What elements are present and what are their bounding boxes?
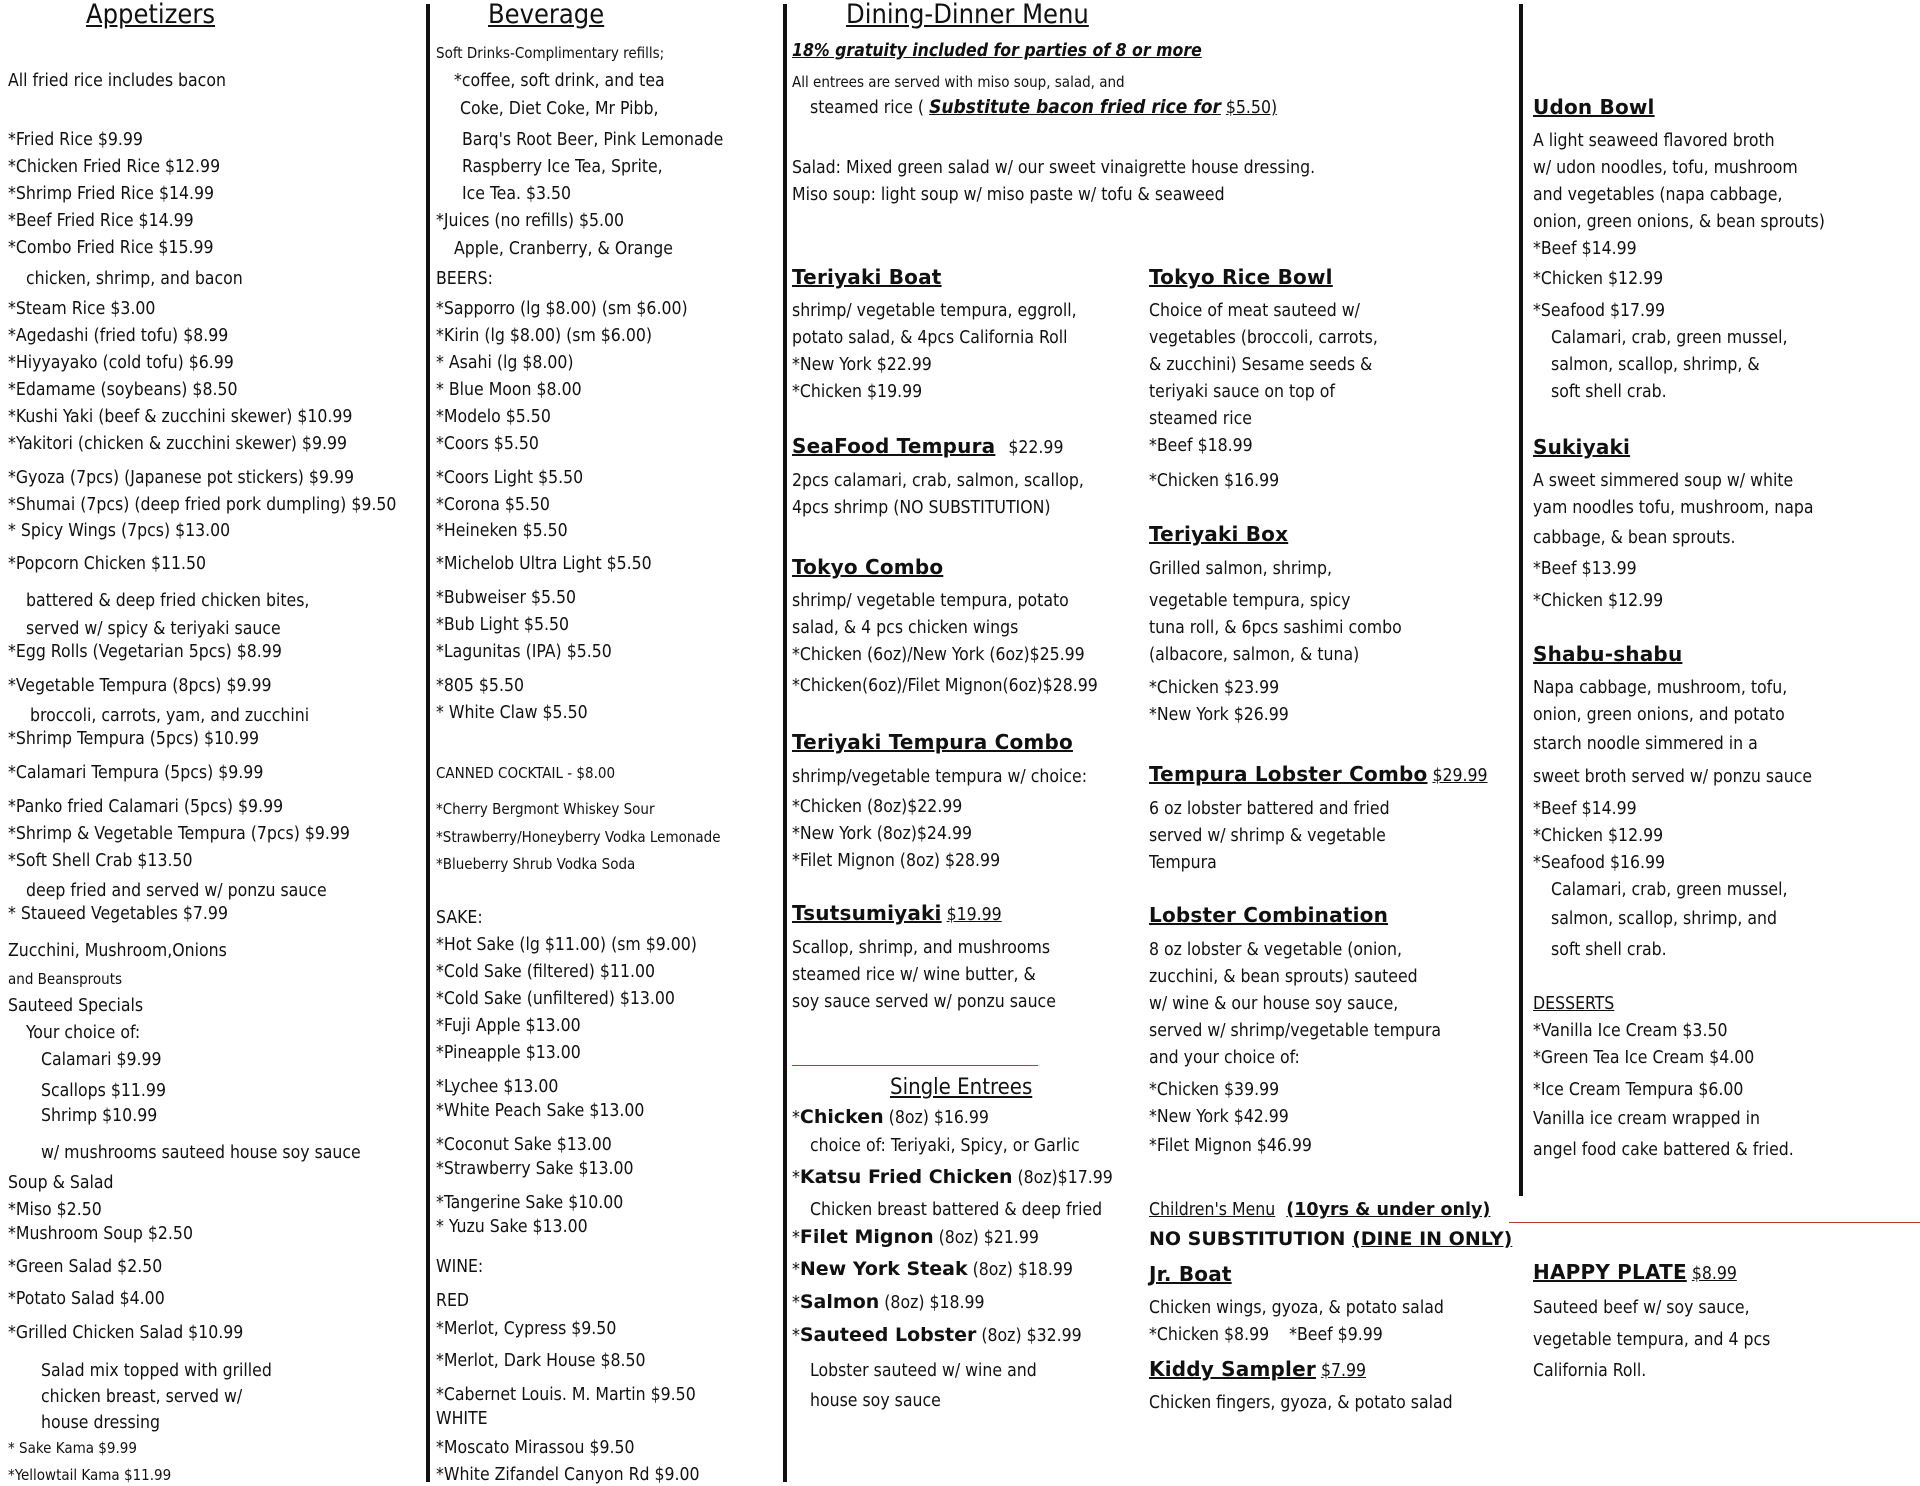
menu-line: cabbage, & bean sprouts.: [1533, 528, 1736, 548]
menu-line: *Filet Mignon $46.99: [1149, 1136, 1312, 1156]
menu-line: and your choice of:: [1149, 1048, 1300, 1068]
menu-line: Napa cabbage, mushroom, tofu,: [1533, 678, 1788, 698]
menu-line: salmon, scallop, shrimp, and: [1551, 909, 1778, 929]
single-entree-item: [792, 1106, 989, 1129]
menu-line: *New York (8oz)$24.99: [792, 824, 972, 844]
menu-line: *Cherry Bergmont Whiskey Sour: [436, 800, 655, 818]
menu-line: *Beef $14.99: [1533, 799, 1637, 819]
menu-line: and vegetables (napa cabbage,: [1533, 185, 1783, 205]
menu-line: *Chicken (8oz)$22.99: [792, 797, 963, 817]
menu-line: *Moscato Mirassou $9.50: [436, 1438, 635, 1458]
menu-line: shrimp/ vegetable tempura, potato: [792, 591, 1069, 611]
menu-line: *Panko fried Calamari (5pcs) $9.99: [8, 797, 284, 817]
menu-line: *Beef $13.99: [1533, 559, 1637, 579]
menu-line: California Roll.: [1533, 1361, 1647, 1381]
kiddy-sampler-price: $7.99: [1320, 1361, 1366, 1381]
single-entree-item: [792, 1166, 1113, 1189]
menu-line: tuna roll, & 6pcs sashimi combo: [1149, 618, 1402, 638]
menu-line: *Strawberry Sake $13.00: [436, 1159, 634, 1179]
red-divider: [792, 1065, 1038, 1066]
menu-line: *Shrimp Fried Rice $14.99: [8, 184, 215, 204]
menu-line: *Beef $14.99: [1533, 239, 1637, 259]
section-teriyaki-tempura-combo: Teriyaki Tempura Combo: [792, 730, 1073, 754]
menu-line: starch noodle simmered in a: [1533, 734, 1758, 754]
dinner-title: Dining-Dinner Menu: [846, 0, 1089, 30]
column-divider-3: [1519, 4, 1523, 1196]
star: *: [792, 1293, 800, 1313]
menu-line: * Spicy Wings (7pcs) $13.00: [8, 521, 231, 541]
menu-line: battered & deep fried chicken bites,: [26, 591, 310, 611]
menu-line: Soft Drinks-Complimentary refills;: [436, 44, 665, 62]
menu-line: RED: [436, 1291, 470, 1311]
menu-line: *Coors $5.50: [436, 434, 539, 454]
menu-line: SAKE:: [436, 908, 483, 928]
star: *: [792, 1228, 800, 1248]
menu-line: w/ wine & our house soy sauce,: [1149, 994, 1399, 1014]
menu-line: *Chicken $39.99: [1149, 1080, 1280, 1100]
menu-line: house soy sauce: [810, 1391, 941, 1411]
menu-line: chicken breast, served w/: [41, 1387, 243, 1407]
menu-line: BEERS:: [436, 269, 493, 289]
menu-line: zucchini, & bean sprouts) sauteed: [1149, 967, 1418, 987]
menu-line: *New York $42.99: [1149, 1107, 1289, 1127]
menu-line: vegetables (broccoli, carrots,: [1149, 328, 1378, 348]
section-shabu-shabu: Shabu-shabu: [1533, 642, 1683, 666]
menu-line: *Calamari Tempura (5pcs) $9.99: [8, 763, 264, 783]
menu-line: *coffee, soft drink, and tea: [454, 71, 665, 91]
menu-line: *805 $5.50: [436, 676, 524, 696]
salad-note: Salad: Mixed green salad w/ our sweet vinaigrette house dressing.: [792, 158, 1316, 178]
miso-note: Miso soup: light soup w/ miso paste w/ tofu & seaweed: [792, 185, 1225, 205]
menu-line: All fried rice includes bacon: [8, 71, 226, 91]
section-teriyaki-box: Teriyaki Box: [1149, 522, 1289, 546]
star: *: [792, 1108, 800, 1128]
menu-line: *Tangerine Sake $10.00: [436, 1193, 624, 1213]
menu-line: broccoli, carrots, yam, and zucchini: [30, 706, 310, 726]
section-udon-bowl: Udon Bowl: [1533, 95, 1655, 119]
menu-line: *Chicken $19.99: [792, 382, 923, 402]
menu-line: *Edamame (soybeans) $8.50: [8, 380, 238, 400]
entree-rest: (8oz) $18.99: [879, 1293, 985, 1313]
menu-line: *Vanilla Ice Cream $3.50: [1533, 1021, 1728, 1041]
menu-line: *Merlot, Cypress $9.50: [436, 1319, 617, 1339]
menu-line: *Combo Fried Rice $15.99: [8, 238, 214, 258]
section-teriyaki-boat: Teriyaki Boat: [792, 265, 942, 289]
entree-name: Chicken: [799, 1106, 884, 1128]
appetizers-title: Appetizers: [86, 0, 216, 30]
menu-line: *Fuji Apple $13.00: [436, 1016, 581, 1036]
menu-line: *Beef $18.99: [1149, 436, 1253, 456]
entree-name: Sauteed Lobster: [799, 1324, 977, 1346]
menu-line: chicken, shrimp, and bacon: [26, 269, 243, 289]
section-tokyo-rice-bowl: Tokyo Rice Bowl: [1149, 265, 1333, 289]
menu-line: *Green Salad $2.50: [8, 1257, 163, 1277]
menu-line: vegetable tempura, and 4 pcs: [1533, 1330, 1771, 1350]
gratuity-note: 18% gratuity included for parties of 8 or more: [792, 41, 1202, 61]
menu-line: *Miso $2.50: [8, 1200, 102, 1220]
menu-line: *Chicken (6oz)/New York (6oz)$25.99: [792, 645, 1085, 665]
section-happy-plate: [1533, 1261, 1737, 1285]
menu-line: Calamari, crab, green mussel,: [1551, 880, 1788, 900]
menu-line: *New York $22.99: [792, 355, 932, 375]
menu-line: teriyaki sauce on top of: [1149, 382, 1335, 402]
kiddy-sampler-name: Kiddy Sampler: [1149, 1357, 1316, 1381]
menu-line: Lobster sauteed w/ wine and: [810, 1361, 1037, 1381]
section-jr-boat: Jr. Boat: [1149, 1262, 1232, 1286]
entree-rest: (8oz) $18.99: [967, 1260, 1073, 1280]
menu-line: *Coors Light $5.50: [436, 468, 584, 488]
menu-line: angel food cake battered & fried.: [1533, 1140, 1794, 1160]
menu-line: *Grilled Chicken Salad $10.99: [8, 1323, 244, 1343]
entree-rest: (8oz) $21.99: [933, 1228, 1039, 1248]
menu-line: 4pcs shrimp (NO SUBSTITUTION): [792, 498, 1051, 518]
single-entree-item: [792, 1226, 1039, 1249]
menu-line: steamed rice w/ wine butter, &: [792, 965, 1036, 985]
menu-line: *Strawberry/Honeyberry Vodka Lemonade: [436, 828, 721, 846]
menu-line: 8 oz lobster & vegetable (onion,: [1149, 940, 1403, 960]
dine-in-only: (DINE IN ONLY): [1352, 1228, 1513, 1250]
menu-line: soft shell crab.: [1551, 382, 1667, 402]
served-with-note: All entrees are served with miso soup, salad, and: [792, 73, 1125, 91]
menu-line: 2pcs calamari, crab, salmon, scallop,: [792, 471, 1084, 491]
menu-line: house dressing: [41, 1413, 161, 1433]
single-entrees-title: Single Entrees: [890, 1075, 1033, 1100]
childrens-menu-title: Children's Menu: [1149, 1200, 1276, 1220]
menu-line: *Vegetable Tempura (8pcs) $9.99: [8, 676, 272, 696]
menu-line: Vanilla ice cream wrapped in: [1533, 1109, 1760, 1129]
happy-plate-name: HAPPY PLATE: [1533, 1260, 1687, 1284]
substitute-price: $5.50): [1225, 98, 1278, 118]
section-kiddy-sampler: [1149, 1358, 1366, 1382]
star: *: [792, 1260, 800, 1280]
rice-note-text: steamed rice (: [810, 98, 925, 118]
menu-line: *Merlot, Dark House $8.50: [436, 1351, 646, 1371]
menu-line: served w/ spicy & teriyaki sauce: [26, 619, 281, 639]
section-tokyo-combo: Tokyo Combo: [792, 555, 944, 579]
menu-line: *Modelo $5.50: [436, 407, 551, 427]
menu-line: *Filet Mignon (8oz) $28.99: [792, 851, 1001, 871]
menu-line: *Soft Shell Crab $13.50: [8, 851, 193, 871]
menu-line: Calamari, crab, green mussel,: [1551, 328, 1788, 348]
menu-line: Coke, Diet Coke, Mr Pibb,: [460, 99, 659, 119]
single-entree-item: [792, 1258, 1073, 1281]
menu-line: *Chicken $12.99: [1533, 269, 1664, 289]
menu-line: w/ mushrooms sauteed house soy sauce: [41, 1143, 361, 1163]
menu-line: A light seaweed flavored broth: [1533, 131, 1775, 151]
section-tempura-lobster-combo: [1149, 763, 1488, 787]
menu-line: steamed rice: [1149, 409, 1252, 429]
menu-line: *Seafood $17.99: [1533, 301, 1666, 321]
menu-line: yam noodles tofu, mushroom, napa: [1533, 498, 1814, 518]
entree-rest: (8oz) $16.99: [883, 1108, 989, 1128]
menu-line: *Shrimp & Vegetable Tempura (7pcs) $9.99: [8, 824, 350, 844]
menu-line: *Hot Sake (lg $11.00) (sm $9.00): [436, 935, 697, 955]
menu-line: *Steam Rice $3.00: [8, 299, 156, 319]
menu-line: *Lychee $13.00: [436, 1077, 559, 1097]
tsutsumiyaki-price: $19.99: [946, 905, 1002, 925]
menu-line: *Green Tea Ice Cream $4.00: [1533, 1048, 1755, 1068]
single-entree-item: [792, 1324, 1082, 1347]
menu-line: Chicken fingers, gyoza, & potato salad: [1149, 1393, 1453, 1413]
menu-line: WINE:: [436, 1257, 484, 1277]
menu-line: *Coconut Sake $13.00: [436, 1135, 612, 1155]
menu-line: Raspberry Ice Tea, Sprite,: [462, 157, 663, 177]
menu-line: *Popcorn Chicken $11.50: [8, 554, 207, 574]
menu-line: *Beef Fried Rice $14.99: [8, 211, 194, 231]
menu-line: (albacore, salmon, & tuna): [1149, 645, 1360, 665]
menu-line: WHITE: [436, 1409, 488, 1429]
menu-line: Ice Tea. $3.50: [462, 184, 572, 204]
menu-line: *Agedashi (fried tofu) $8.99: [8, 326, 229, 346]
menu-line: *Shumai (7pcs) (deep fried pork dumpling) $9.50: [8, 495, 397, 515]
menu-line: Zucchini, Mushroom,Onions: [8, 941, 227, 961]
menu-line: * Yuzu Sake $13.00: [436, 1217, 588, 1237]
menu-line: * Asahi (lg $8.00): [436, 353, 574, 373]
menu-line: soft shell crab.: [1551, 940, 1667, 960]
menu-line: served w/ shrimp & vegetable: [1149, 826, 1386, 846]
menu-line: Sauteed Specials: [8, 996, 144, 1016]
menu-line: *Mushroom Soup $2.50: [8, 1224, 193, 1244]
entree-name: Filet Mignon: [799, 1226, 934, 1248]
substitute-note: Substitute bacon fried rice for: [929, 96, 1221, 118]
menu-line: Soup & Salad: [8, 1173, 114, 1193]
menu-line: *Lagunitas (IPA) $5.50: [436, 642, 612, 662]
desserts-title: DESSERTS: [1533, 994, 1615, 1014]
menu-line: sweet broth served w/ ponzu sauce: [1533, 767, 1813, 787]
menu-line: Apple, Cranberry, & Orange: [454, 239, 673, 259]
menu-line: *Sapporro (lg $8.00) (sm $6.00): [436, 299, 688, 319]
menu-line: 6 oz lobster battered and fried: [1149, 799, 1390, 819]
menu-line: Scallop, shrimp, and mushrooms: [792, 938, 1051, 958]
menu-line: *Kirin (lg $8.00) (sm $6.00): [436, 326, 652, 346]
menu-line: Sauteed beef w/ soy sauce,: [1533, 1298, 1750, 1318]
menu-line: *Heineken $5.50: [436, 521, 568, 541]
menu-line: *Michelob Ultra Light $5.50: [436, 554, 652, 574]
menu-line: *New York $26.99: [1149, 705, 1289, 725]
menu-line: *Kushi Yaki (beef & zucchini skewer) $10.99: [8, 407, 353, 427]
menu-line: * Staueed Vegetables $7.99: [8, 904, 228, 924]
menu-line: onion, green onions, & bean sprouts): [1533, 212, 1825, 232]
star: *: [792, 1326, 800, 1346]
tsutsumiyaki-name: Tsutsumiyaki: [792, 901, 942, 925]
menu-line: & zucchini) Sesame seeds &: [1149, 355, 1373, 375]
seafood-tempura-name: SeaFood Tempura: [792, 434, 996, 458]
menu-line: *Chicken $16.99: [1149, 471, 1280, 491]
menu-line: Scallops $11.99: [41, 1081, 166, 1101]
menu-line: *Egg Rolls (Vegetarian 5pcs) $8.99: [8, 642, 282, 662]
menu-line: salad, & 4 pcs chicken wings: [792, 618, 1019, 638]
menu-line: *Corona $5.50: [436, 495, 550, 515]
menu-line: *Chicken $8.99 *Beef $9.99: [1149, 1325, 1383, 1345]
menu-line: shrimp/vegetable tempura w/ choice:: [792, 767, 1088, 787]
menu-line: CANNED COCKTAIL - $8.00: [436, 764, 616, 782]
menu-line: Shrimp $10.99: [41, 1106, 158, 1126]
no-substitution-note: [1149, 1228, 1512, 1250]
menu-line: *Yakitori (chicken & zucchini skewer) $9.99: [8, 434, 347, 454]
menu-line: * Blue Moon $8.00: [436, 380, 582, 400]
menu-line: choice of: Teriyaki, Spicy, or Garlic: [810, 1136, 1080, 1156]
star: *: [792, 1168, 800, 1188]
menu-line: Tempura: [1149, 853, 1217, 873]
menu-line: Calamari $9.99: [41, 1050, 162, 1070]
menu-line: *Juices (no refills) $5.00: [436, 211, 625, 231]
menu-line: w/ udon noodles, tofu, mushroom: [1533, 158, 1798, 178]
menu-line: Choice of meat sauteed w/: [1149, 301, 1360, 321]
menu-line: deep fried and served w/ ponzu sauce: [26, 881, 327, 901]
menu-line: onion, green onions, and potato: [1533, 705, 1785, 725]
menu-line: *Chicken $12.99: [1533, 826, 1664, 846]
tempura-lobster-combo-price: $29.99: [1432, 766, 1488, 786]
menu-line: potato salad, & 4pcs California Roll: [792, 328, 1068, 348]
menu-line: *Ice Cream Tempura $6.00: [1533, 1080, 1744, 1100]
happy-plate-price: $8.99: [1691, 1264, 1737, 1284]
entree-name: Katsu Fried Chicken: [799, 1166, 1013, 1188]
menu-line: *Gyoza (7pcs) (Japanese pot stickers) $9.99: [8, 468, 354, 488]
menu-line: *White Zifandel Canyon Rd $9.00: [436, 1465, 700, 1485]
section-lobster-combination: Lobster Combination: [1149, 903, 1389, 927]
childrens-menu-age: (10yrs & under only): [1286, 1200, 1491, 1220]
column-divider-2: [783, 4, 787, 1482]
menu-line: Chicken wings, gyoza, & potato salad: [1149, 1298, 1444, 1318]
section-tsutsumiyaki: [792, 902, 1002, 926]
menu-line: Your choice of:: [26, 1023, 141, 1043]
menu-line: soy sauce served w/ ponzu sauce: [792, 992, 1056, 1012]
tempura-lobster-combo-name: Tempura Lobster Combo: [1149, 762, 1428, 786]
menu-line: *Yellowtail Kama $11.99: [8, 1466, 172, 1484]
menu-line: Grilled salmon, shrimp,: [1149, 559, 1333, 579]
menu-line: *Cold Sake (filtered) $11.00: [436, 962, 655, 982]
red-divider: [1509, 1222, 1920, 1223]
menu-line: served w/ shrimp/vegetable tempura: [1149, 1021, 1442, 1041]
rice-note: [810, 96, 1277, 119]
no-substitution: NO SUBSTITUTION: [1149, 1228, 1346, 1250]
menu-line: vegetable tempura, spicy: [1149, 591, 1351, 611]
column-divider-1: [426, 4, 430, 1482]
section-sukiyaki: Sukiyaki: [1533, 435, 1631, 459]
menu-line: *Chicken Fried Rice $12.99: [8, 157, 221, 177]
section-seafood-tempura: [792, 435, 1063, 459]
menu-line: *Chicken(6oz)/Filet Mignon(6oz)$28.99: [792, 676, 1098, 696]
menu-line: * White Claw $5.50: [436, 703, 588, 723]
entree-name: Salmon: [799, 1291, 880, 1313]
menu-line: Chicken breast battered & deep fried: [810, 1200, 1103, 1220]
menu-line: *Bubweiser $5.50: [436, 588, 577, 608]
menu-line: *Chicken $12.99: [1533, 591, 1664, 611]
menu-line: *Fried Rice $9.99: [8, 130, 143, 150]
menu-line: salmon, scallop, shrimp, &: [1551, 355, 1760, 375]
beverage-title: Beverage: [488, 0, 605, 30]
menu-line: *Seafood $16.99: [1533, 853, 1666, 873]
menu-line: * Sake Kama $9.99: [8, 1439, 137, 1457]
menu-line: *Bub Light $5.50: [436, 615, 569, 635]
menu-line: *Cold Sake (unfiltered) $13.00: [436, 989, 675, 1009]
entree-rest: (8oz) $32.99: [976, 1326, 1082, 1346]
seafood-tempura-price: $22.99: [1008, 438, 1064, 458]
menu-line: A sweet simmered soup w/ white: [1533, 471, 1794, 491]
menu-line: *Cabernet Louis. M. Martin $9.50: [436, 1385, 696, 1405]
entree-name: New York Steak: [799, 1258, 968, 1280]
childrens-menu-header: [1149, 1199, 1490, 1221]
menu-line: and Beansprouts: [8, 970, 123, 988]
menu-line: *White Peach Sake $13.00: [436, 1101, 645, 1121]
menu-line: Salad mix topped with grilled: [41, 1361, 272, 1381]
menu-line: *Potato Salad $4.00: [8, 1289, 165, 1309]
menu-line: *Chicken $23.99: [1149, 678, 1280, 698]
entree-rest: (8oz)$17.99: [1012, 1168, 1113, 1188]
menu-line: *Pineapple $13.00: [436, 1043, 581, 1063]
menu-line: shrimp/ vegetable tempura, eggroll,: [792, 301, 1077, 321]
menu-line: Barq's Root Beer, Pink Lemonade: [462, 130, 724, 150]
menu-line: *Shrimp Tempura (5pcs) $10.99: [8, 729, 260, 749]
menu-line: *Hiyyayako (cold tofu) $6.99: [8, 353, 234, 373]
single-entree-item: [792, 1291, 985, 1314]
menu-line: *Blueberry Shrub Vodka Soda: [436, 855, 636, 873]
